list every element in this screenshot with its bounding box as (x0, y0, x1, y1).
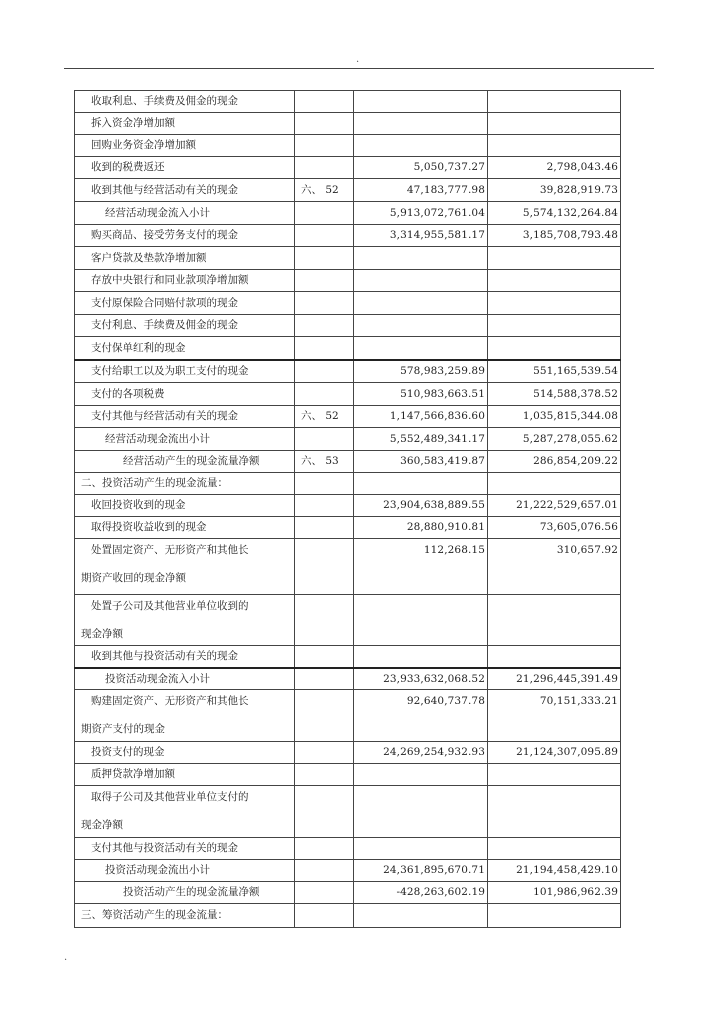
table-row (75, 428, 621, 451)
current-period-value: 578,983,259.89 (354, 360, 488, 383)
prior-period-value (488, 337, 621, 360)
row-label: 收到其他与经营活动有关的现金 (75, 179, 295, 202)
current-period-value: 5,552,489,341.17 (354, 428, 488, 451)
table-row (75, 406, 621, 428)
current-period-value: 3,314,955,581.17 (354, 225, 488, 247)
note-cell (295, 157, 354, 179)
row-label: 收回投资收到的现金 (75, 495, 295, 517)
table-row (75, 646, 621, 668)
prior-period-value: 21,124,307,095.89 (488, 742, 621, 764)
table-row (75, 315, 621, 337)
row-label-line1: 处置子公司及其他营业单位收到的 (91, 600, 249, 612)
prior-period-value (488, 270, 621, 292)
table-row (75, 91, 621, 113)
table-row (75, 451, 621, 473)
row-label: 回购业务资金净增加额 (75, 135, 295, 157)
row-label (75, 786, 295, 838)
note-cell (295, 135, 354, 157)
current-period-value: 360,583,419.87 (354, 451, 488, 473)
table-row (75, 690, 621, 742)
row-label: 支付其他与投资活动有关的现金 (75, 838, 295, 860)
table-row (75, 247, 621, 270)
prior-period-value: 3,185,708,793.48 (488, 225, 621, 247)
header-rule (64, 68, 654, 69)
current-period-value (354, 838, 488, 860)
note-cell (295, 225, 354, 247)
table-row (75, 495, 621, 517)
current-period-value (354, 292, 488, 315)
row-label: 经营活动产生的现金流量净额 (75, 451, 295, 473)
table-row (75, 225, 621, 247)
row-label-line1: 处置固定资产、无形资产和其他长 (91, 544, 249, 556)
table-row (75, 179, 621, 202)
prior-period-value (488, 315, 621, 337)
note-cell (295, 113, 354, 135)
prior-period-value (488, 838, 621, 860)
row-label: 拆入资金净增加额 (75, 113, 295, 135)
prior-period-value (488, 904, 621, 928)
current-period-value (354, 904, 488, 928)
note-cell (295, 91, 354, 113)
row-label-line2: 期资产支付的现金 (81, 722, 165, 735)
note-cell (295, 646, 354, 668)
row-label: 客户贷款及垫款净增加额 (75, 247, 295, 270)
prior-period-value: 21,194,458,429.10 (488, 860, 621, 882)
prior-period-value: 5,287,278,055.62 (488, 428, 621, 451)
current-period-value: 28,880,910.81 (354, 517, 488, 539)
row-label: 收到的税费返还 (75, 157, 295, 179)
prior-period-value: 514,588,378.52 (488, 383, 621, 406)
row-label: 经营活动现金流出小计 (75, 428, 295, 451)
note-cell (295, 473, 354, 495)
current-period-value: 24,269,254,932.93 (354, 742, 488, 764)
row-label: 存放中央银行和同业款项净增加额 (75, 270, 295, 292)
table-row (75, 337, 621, 360)
row-label: 支付的各项税费 (75, 383, 295, 406)
row-label: 经营活动现金流入小计 (75, 202, 295, 225)
table-row (75, 202, 621, 225)
row-label: 投资活动现金流入小计 (75, 668, 295, 690)
table-row (75, 764, 621, 786)
current-period-value (354, 247, 488, 270)
prior-period-value: 70,151,333.21 (488, 690, 621, 742)
current-period-value: 92,640,737.78 (354, 690, 488, 742)
table-row (75, 113, 621, 135)
table-row (75, 595, 621, 646)
table-row (75, 157, 621, 179)
row-label: 投资活动现金流出小计 (75, 860, 295, 882)
row-label-line2: 现金净额 (81, 627, 123, 640)
table-row (75, 668, 621, 690)
row-label-line1: 购建固定资产、无形资产和其他长 (91, 695, 249, 707)
current-period-value: 1,147,566,836.60 (354, 406, 488, 428)
current-period-value: 112,268.15 (354, 539, 488, 595)
current-period-value (354, 135, 488, 157)
prior-period-value: 101,986,962.39 (488, 882, 621, 904)
note-cell: 六、 52 (295, 406, 354, 428)
row-label: 支付保单红利的现金 (75, 337, 295, 360)
row-label: 投资支付的现金 (75, 742, 295, 764)
prior-period-value (488, 764, 621, 786)
prior-period-value (488, 646, 621, 668)
current-period-value (354, 764, 488, 786)
prior-period-value: 1,035,815,344.08 (488, 406, 621, 428)
note-cell (295, 838, 354, 860)
table-row (75, 882, 621, 904)
row-label: 支付其他与经营活动有关的现金 (75, 406, 295, 428)
note-cell (295, 270, 354, 292)
row-label: 投资活动产生的现金流量净额 (75, 882, 295, 904)
prior-period-value (488, 292, 621, 315)
cash-flow-table (74, 90, 621, 928)
row-label: 支付给职工以及为职工支付的现金 (75, 360, 295, 383)
current-period-value: 23,904,638,889.55 (354, 495, 488, 517)
row-label: 购买商品、接受劳务支付的现金 (75, 225, 295, 247)
current-period-value (354, 270, 488, 292)
note-cell (295, 315, 354, 337)
note-cell (295, 786, 354, 838)
note-cell: 六、 52 (295, 179, 354, 202)
table-row (75, 360, 621, 383)
row-label (75, 690, 295, 742)
current-period-value (354, 786, 488, 838)
row-label: 取得投资收益收到的现金 (75, 517, 295, 539)
table-row (75, 270, 621, 292)
row-label (75, 595, 295, 646)
prior-period-value (488, 247, 621, 270)
note-cell (295, 202, 354, 225)
row-label (75, 539, 295, 595)
prior-period-value: 310,657.92 (488, 539, 621, 595)
current-period-value: 24,361,895,670.71 (354, 860, 488, 882)
note-cell (295, 668, 354, 690)
row-label-line2: 期资产收回的现金净额 (81, 571, 186, 584)
note-cell (295, 517, 354, 539)
note-cell (295, 764, 354, 786)
row-label: 收到其他与投资活动有关的现金 (75, 646, 295, 668)
note-cell (295, 860, 354, 882)
prior-period-value: 286,854,209.22 (488, 451, 621, 473)
table-row (75, 904, 621, 928)
note-cell (295, 690, 354, 742)
row-label: 支付利息、手续费及佣金的现金 (75, 315, 295, 337)
table-row (75, 838, 621, 860)
row-label: 质押贷款净增加额 (75, 764, 295, 786)
note-cell (295, 882, 354, 904)
current-period-value (354, 337, 488, 360)
current-period-value (354, 646, 488, 668)
prior-period-value (488, 113, 621, 135)
current-period-value: 5,050,737.27 (354, 157, 488, 179)
table-row (75, 742, 621, 764)
prior-period-value (488, 91, 621, 113)
note-cell (295, 428, 354, 451)
current-period-value: 510,983,663.51 (354, 383, 488, 406)
note-cell (295, 742, 354, 764)
table-row (75, 786, 621, 838)
table-row (75, 473, 621, 495)
row-label: 支付原保险合同赔付款项的现金 (75, 292, 295, 315)
header-dot: . (356, 54, 360, 65)
prior-period-value: 73,605,076.56 (488, 517, 621, 539)
note-cell (295, 360, 354, 383)
current-period-value: -428,263,602.19 (354, 882, 488, 904)
current-period-value (354, 315, 488, 337)
row-label: 二、投资活动产生的现金流量： (75, 473, 295, 495)
table-row (75, 517, 621, 539)
current-period-value (354, 473, 488, 495)
note-cell (295, 495, 354, 517)
prior-period-value: 2,798,043.46 (488, 157, 621, 179)
note-cell (295, 337, 354, 360)
table-row (75, 135, 621, 157)
row-label: 三、筹资活动产生的现金流量： (75, 904, 295, 928)
row-label: 收取利息、手续费及佣金的现金 (75, 91, 295, 113)
note-cell (295, 383, 354, 406)
prior-period-value (488, 473, 621, 495)
table-row (75, 292, 621, 315)
row-label-line1: 取得子公司及其他营业单位支付的 (91, 791, 249, 803)
note-cell: 六、 53 (295, 451, 354, 473)
prior-period-value (488, 135, 621, 157)
prior-period-value: 21,222,529,657.01 (488, 495, 621, 517)
prior-period-value: 551,165,539.54 (488, 360, 621, 383)
note-cell (295, 539, 354, 595)
note-cell (295, 904, 354, 928)
current-period-value: 5,913,072,761.04 (354, 202, 488, 225)
note-cell (295, 595, 354, 646)
note-cell (295, 247, 354, 270)
current-period-value: 23,933,632,068.52 (354, 668, 488, 690)
prior-period-value (488, 786, 621, 838)
table-row (75, 860, 621, 882)
prior-period-value: 21,296,445,391.49 (488, 668, 621, 690)
prior-period-value: 5,574,132,264.84 (488, 202, 621, 225)
table-row (75, 539, 621, 595)
current-period-value (354, 595, 488, 646)
prior-period-value: 39,828,919.73 (488, 179, 621, 202)
current-period-value: 47,183,777.98 (354, 179, 488, 202)
footer-dot: . (64, 952, 68, 963)
table-row (75, 383, 621, 406)
note-cell (295, 292, 354, 315)
row-label-line2: 现金净额 (81, 818, 123, 831)
current-period-value (354, 113, 488, 135)
current-period-value (354, 91, 488, 113)
prior-period-value (488, 595, 621, 646)
